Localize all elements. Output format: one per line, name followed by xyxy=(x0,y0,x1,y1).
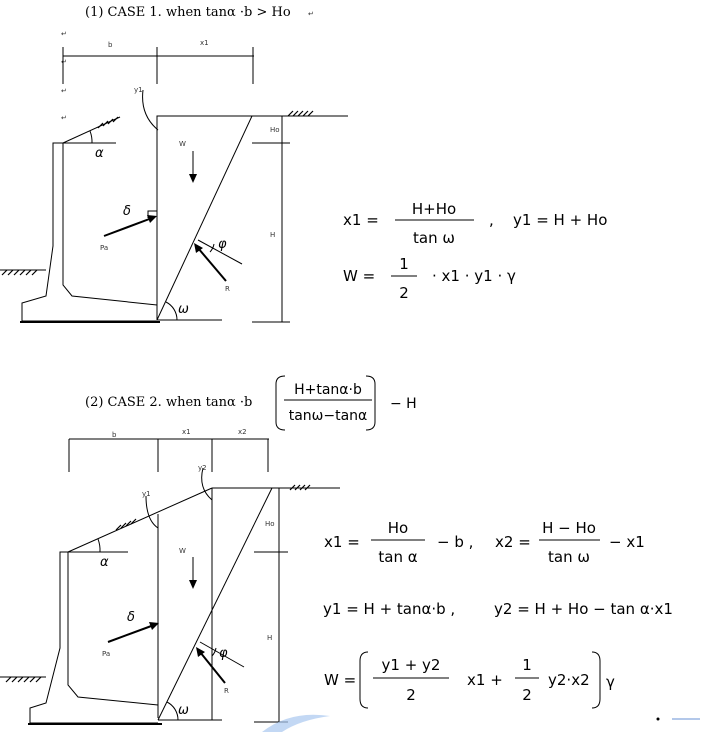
case2-label-W: W xyxy=(179,547,186,555)
case1-delta: δ xyxy=(123,204,131,219)
case2-eq-W-gamma: γ xyxy=(606,673,615,691)
case1-label-R: R xyxy=(225,285,230,293)
case2-eq-x2-num: H − Ho xyxy=(542,519,596,537)
case2-section xyxy=(0,376,700,732)
return-mark: ↵ xyxy=(61,58,67,66)
case1-phi: φ xyxy=(218,237,227,252)
case2-eq-x2-lhs: x2 = xyxy=(495,533,531,551)
case2-omega: ω xyxy=(178,703,189,718)
case2-eq-W-tail: y2·x2 xyxy=(548,671,590,689)
case1-eq-x1-lhs: x1 = xyxy=(343,211,379,229)
case2-eq-W-frac1-den: 2 xyxy=(406,686,416,704)
case2-eq-x1-rest: − b , xyxy=(437,533,474,551)
case2-phi: φ xyxy=(219,646,228,661)
case1-weight-arrowhead xyxy=(189,174,197,183)
case2-eq-W-frac2-den: 2 xyxy=(522,686,532,704)
case1-wall xyxy=(0,86,348,322)
case2-cond-rest: − H xyxy=(390,396,417,412)
case2-eq-x1-den: tan α xyxy=(378,548,418,566)
case1-eq-x1-den: tan ω xyxy=(413,229,455,247)
case2-wall xyxy=(0,464,340,724)
case1-eq-x1-num: H+Ho xyxy=(411,200,457,218)
return-mark: ↵ xyxy=(61,114,67,122)
case1-label-y1: y1 xyxy=(134,86,143,94)
case1-eq-W-lhs: W = xyxy=(343,267,376,285)
case2-dim-x1: x1 xyxy=(182,428,191,436)
case1-equations xyxy=(343,200,607,302)
case1-eq-W-den: 2 xyxy=(399,284,409,302)
case1-top-dimension xyxy=(63,39,254,84)
case2-eq-y2: y2 = H + Ho − tan α·x1 xyxy=(494,600,673,618)
case2-equations xyxy=(323,519,673,708)
case2-top-dimension xyxy=(69,428,269,472)
case2-eq-x2-den: tan ω xyxy=(548,548,590,566)
case2-eq-x1-lhs: x1 = xyxy=(324,533,360,551)
decorative-swoosh xyxy=(262,715,330,732)
return-mark: ↵ xyxy=(61,87,67,95)
case1-section xyxy=(0,5,607,322)
case1-label-H: H xyxy=(270,231,276,239)
case2-heading: (2) CASE 2. when tanα ·b xyxy=(85,395,253,410)
case1-alpha: α xyxy=(95,146,104,161)
case2-eq-W-mid: x1 + xyxy=(467,671,503,689)
case2-cond-num: H+tanα·b xyxy=(294,382,362,398)
case2-weight-arrowhead xyxy=(189,580,197,589)
return-mark: ↵ xyxy=(61,30,67,38)
case2-eq-x1-num: Ho xyxy=(387,519,409,537)
case2-label-R: R xyxy=(224,687,229,695)
case1-eq-W-num: 1 xyxy=(399,255,409,273)
case1-omega: ω xyxy=(178,302,189,317)
case2-label-y2: y2 xyxy=(198,464,207,472)
case2-alpha: α xyxy=(100,555,109,570)
case1-eq-W-rest: · x1 · y1 · γ xyxy=(432,267,516,285)
case2-dim-b: b xyxy=(112,431,117,439)
case2-label-Pa: Pa xyxy=(102,650,111,658)
case2-delta: δ xyxy=(127,610,135,625)
decorative-dot xyxy=(657,718,660,721)
case1-label-Pa: Pa xyxy=(100,244,109,252)
case2-eq-W-lhs: W = xyxy=(324,671,357,689)
case2-label-Ho: Ho xyxy=(265,520,275,528)
case2-eq-W-frac2-num: 1 xyxy=(522,656,532,674)
case1-eq-y1: y1 = H + Ho xyxy=(513,211,608,229)
case2-eq-y1: y1 = H + tanα·b , xyxy=(323,600,456,618)
case1-eq-sep: , xyxy=(489,211,494,229)
case1-heading: (1) CASE 1. when tanα ·b > Ho xyxy=(85,5,291,20)
case1-label-W: W xyxy=(179,140,186,148)
case1-label-Ho: Ho xyxy=(270,126,280,134)
case1-dim-x1: x1 xyxy=(200,39,209,47)
case1-dim-b: b xyxy=(108,41,113,49)
case2-label-y1: y1 xyxy=(142,490,151,498)
case2-label-H: H xyxy=(267,634,273,642)
case2-dim-x2: x2 xyxy=(238,428,247,436)
case2-eq-x2-rest: − x1 xyxy=(609,533,645,551)
case2-cond-den: tanω−tanα xyxy=(288,408,368,424)
case2-eq-W-frac1-num: y1 + y2 xyxy=(381,656,441,674)
case1-return-mark: ↵ xyxy=(308,10,314,18)
